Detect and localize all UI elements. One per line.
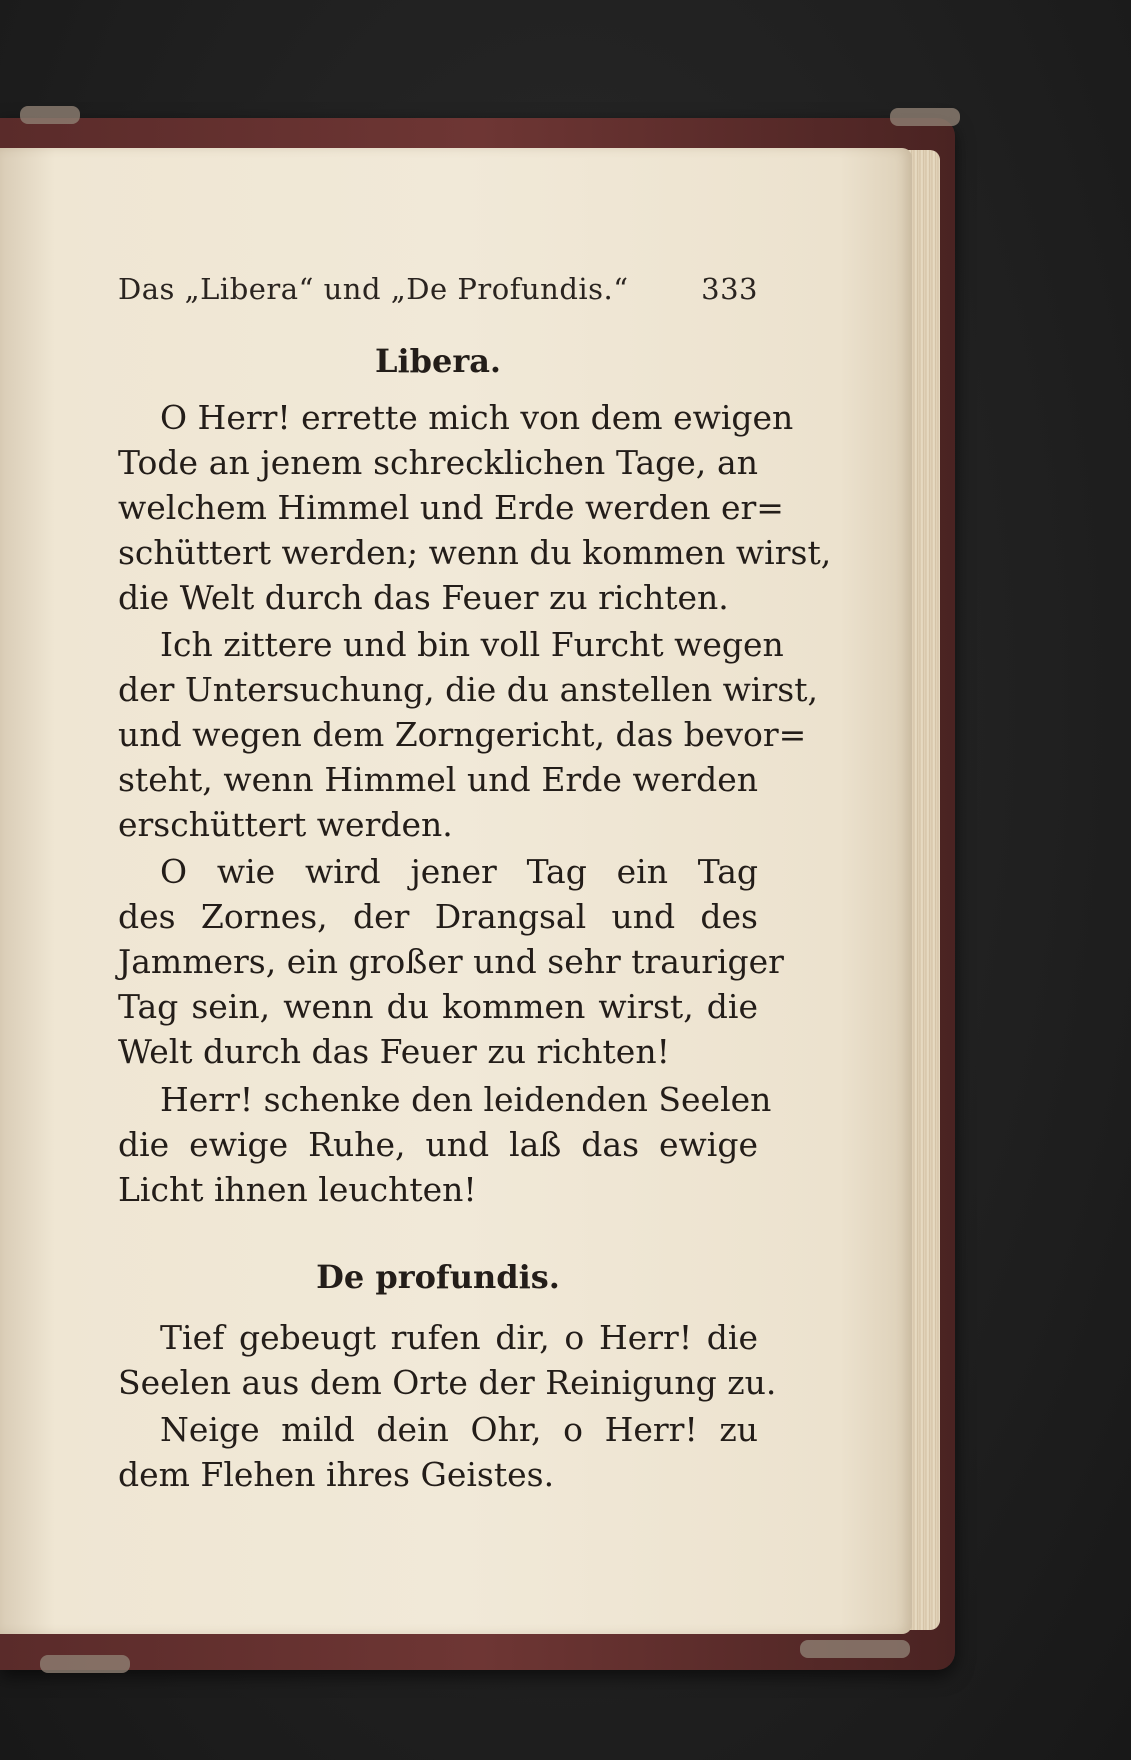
text-line: Tode an jenem schrecklichen Tage, an	[118, 443, 758, 482]
page-number: 333	[701, 272, 758, 306]
text-line: Tag sein, wenn du kommen wirst, die	[118, 987, 758, 1026]
text-line: O wie wird jener Tag ein Tag	[160, 852, 758, 891]
text-line: Ich zittere und bin voll Furcht wegen	[160, 625, 784, 664]
text-line: Welt durch das Feuer zu richten!	[118, 1032, 670, 1071]
cover-wear-bottom-left	[40, 1655, 130, 1673]
text-line: Herr! schenke den leidenden Seelen	[160, 1080, 772, 1119]
text-line: Seelen aus dem Orte der Reinigung zu.	[118, 1363, 777, 1402]
text-line: die ewige Ruhe, und laß das ewige	[118, 1125, 758, 1164]
text-line: dem Flehen ihres Geistes.	[118, 1455, 555, 1494]
text-line: der Untersuchung, die du anstellen wirst,	[118, 670, 818, 709]
running-head	[118, 272, 758, 306]
text-line: Licht ihnen leuchten!	[118, 1170, 477, 1209]
text-line: Jammers, ein großer und sehr trauriger	[118, 942, 784, 981]
cover-wear-bottom-right	[800, 1640, 910, 1658]
running-head-title: Das „Libera“ und „De Profundis.“	[118, 272, 629, 306]
section-title-de-profundis: De profundis.	[316, 1258, 560, 1296]
text-line: die Welt durch das Feuer zu richten.	[118, 578, 729, 617]
text-line: Tief gebeugt rufen dir, o Herr! die	[160, 1318, 758, 1357]
cover-wear-top-left	[20, 106, 80, 124]
text-line: erschüttert werden.	[118, 805, 453, 844]
text-line: schüttert werden; wenn du kommen wirst,	[118, 533, 832, 572]
text-line: O Herr! errette mich von dem ewigen	[160, 398, 794, 437]
text-line: des Zornes, der Drangsal und des	[118, 897, 758, 936]
text-line: steht, wenn Himmel und Erde werden	[118, 760, 758, 799]
text-line: Neige mild dein Ohr, o Herr! zu	[160, 1410, 758, 1449]
text-line: und wegen dem Zorngericht, das bevor=	[118, 715, 807, 754]
text-line: welchem Himmel und Erde werden er=	[118, 488, 784, 527]
cover-wear-top-right	[890, 108, 960, 126]
section-title-libera: Libera.	[374, 342, 502, 380]
